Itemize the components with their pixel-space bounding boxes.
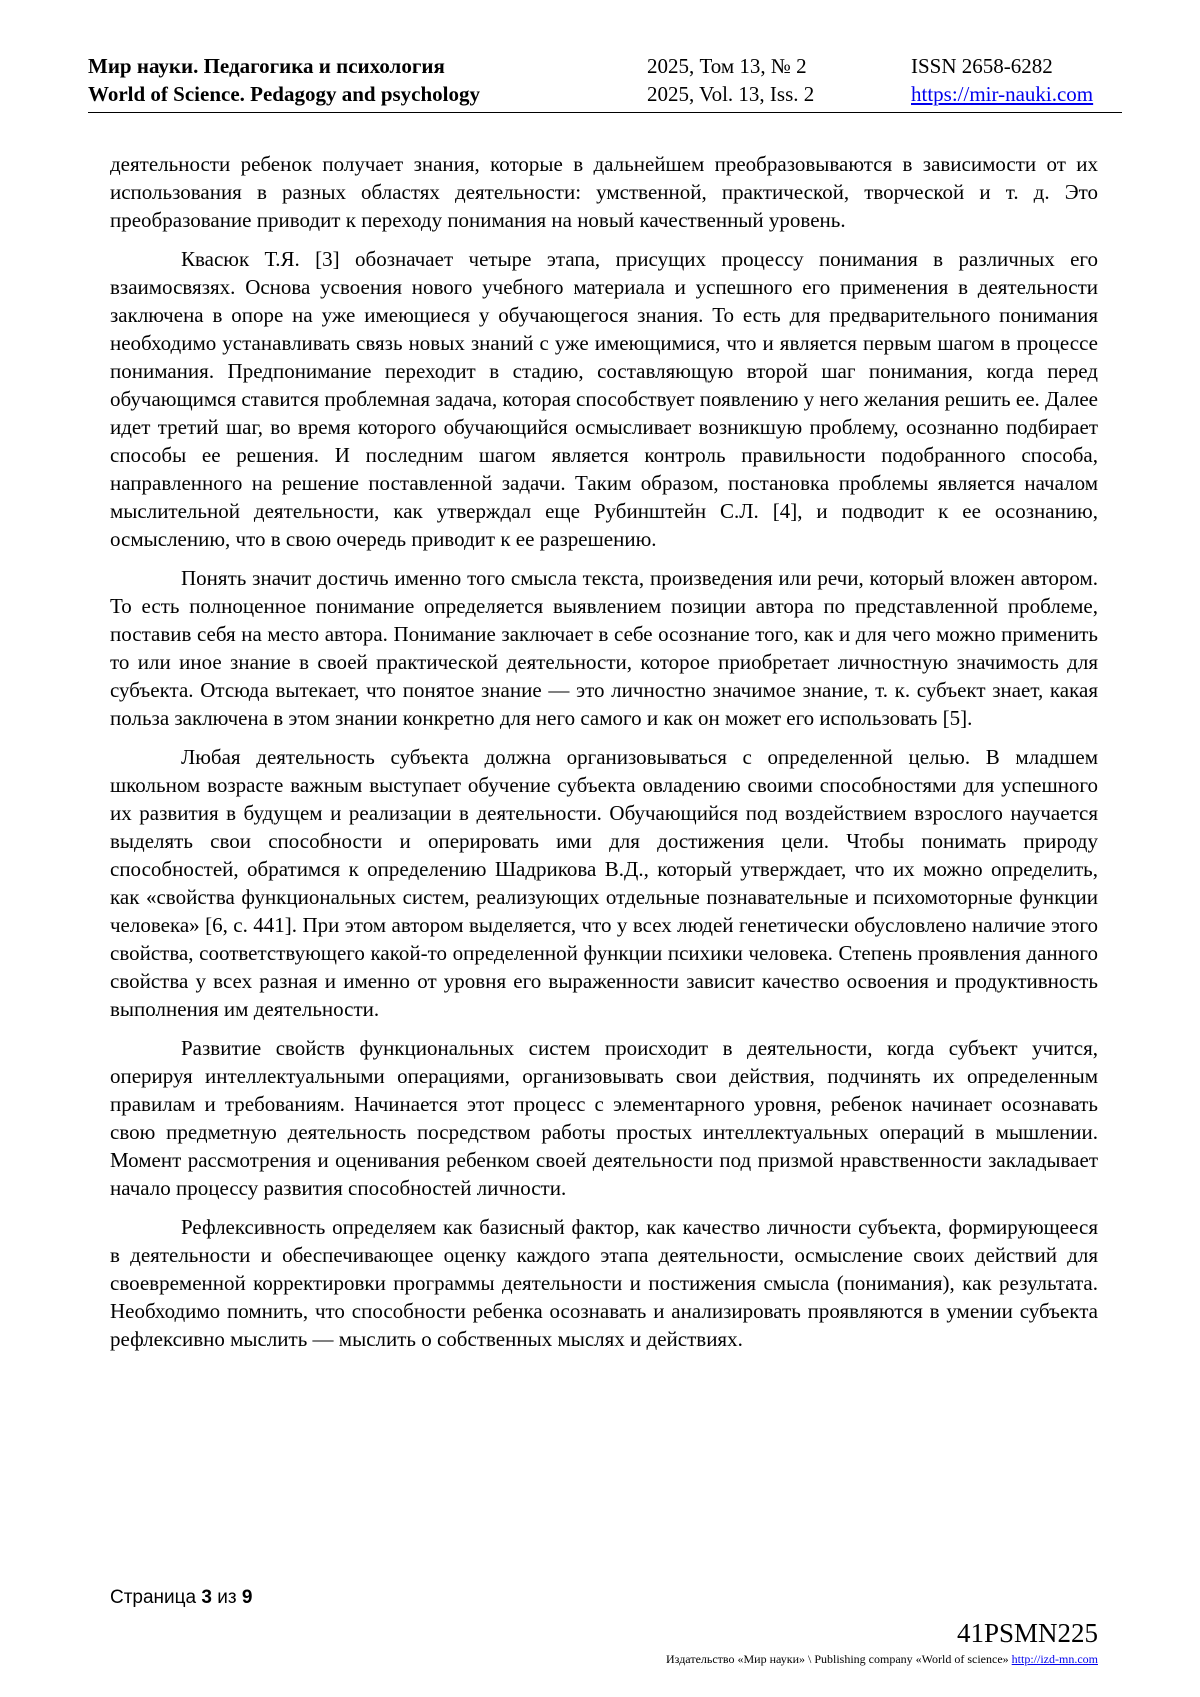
journal-title-ru: Мир науки. Педагогика и психология (88, 54, 445, 78)
article-code: 41PSMN225 (956, 1618, 1098, 1648)
issue-ru: 2025, Том 13, № 2 (647, 54, 807, 78)
paragraph: деятельности ребенок получает знания, которые в дальнейшем преобразовываются в зависимости от их использования в разных областях деятельности: умственной, практической, творческой и т. д. Это преобразование приводит к переходу понимания на новый качественный уровень. (110, 152, 1098, 232)
journal-url-link[interactable]: https://mir-nauki.com (911, 82, 1094, 106)
paragraph: Любая деятельность субъекта должна организовываться с определенной целью. В младшем школьном возрасте важным выступает обучение субъекта овладению своими способностями для успешного их развития в будущем и реализации в деятельности. Обучающийся под воздействием взрослого научается выделять свои способности и оперировать ими для достижения цели. Чтобы понимать природу способностей, обратимся к определению Шадрикова В.Д., который утверждает, что их можно определить, как «свойства функциональных систем, реализующих отдельные познавательные и психомоторные функции человека» [6, с. 441]. При этом автором выделяется, что у всех людей генетически обусловлено наличие этого свойства, соответствующего какой-то определенной функции психики человека. Степень проявления данного свойства у всех разная и именно от уровня его выраженности зависит качество освоения и продуктивность выполнения им деятельности. (110, 745, 1098, 1021)
publisher-text: Издательство «Мир науки» \ Publishing company «World of science» (666, 1652, 1009, 1666)
publisher-url-link[interactable]: http://izd-mn.com (1011, 1652, 1098, 1666)
article-body (110, 150, 1098, 1364)
page-current: 3 (201, 1587, 212, 1608)
journal-title-en: World of Science. Pedagogy and psychology (88, 82, 481, 106)
journal-title (88, 52, 480, 108)
paragraph: Квасюк Т.Я. [3] обозначает четыре этапа, присущих процессу понимания в различных его взаимосвязях. Основа усвоения нового учебного материала и успешного его применения в деятельности заключена в опоре на уже имеющиеся у обучающегося знания. То есть для предварительного понимания необходимо устанавливать связь новых знаний с уже имеющимися, что и является первым шагом в процессе понимания. Предпонимание переходит в стадию, составляющую второй шаг понимания, когда перед обучающимся ставится проблемная задача, которая способствует появлению у него желания решить ее. Далее идет третий шаг, во время которого обучающийся осмысливает возникшую проблему, осознанно подбирает способы ее решения. И последним шагом является контроль правильности подобранного способа, направленного на решение поставленной задачи. Таким образом, постановка проблемы является началом мыслительной деятельности, как утверждал еще Рубинштейн С.Л. [4], и подводит к ее осознанию, осмыслению, что в свою очередь приводит к ее разрешению. (110, 247, 1098, 551)
issn: ISSN 2658-6282 (911, 54, 1053, 78)
publisher-line (666, 1651, 1098, 1667)
issue-en: 2025, Vol. 13, Iss. 2 (647, 82, 815, 106)
page-number (110, 1586, 252, 1610)
page-of: из (217, 1587, 237, 1608)
page-header (88, 52, 1122, 113)
page-total: 9 (241, 1587, 253, 1608)
issue-info (647, 52, 814, 108)
paragraph: Понять значит достичь именно того смысла текста, произведения или речи, который вложен автором. То есть полноценное понимание определяется выявлением позиции автора по представленной проблеме, поставив себя на место автора. Понимание заключает в себе осознание того, как и для чего можно применить то или иное знание в своей практической деятельности, которое приобретает личностную значимость для субъекта. Отсюда вытекает, что понятое знание — это личностно значимое знание, т. к. субъект знает, какая польза заключена в этом знании конкретно для него самого и как он может его использовать [5]. (110, 566, 1098, 730)
paragraph: Рефлексивность определяем как базисный фактор, как качество личности субъекта, формирующееся в деятельности и обеспечивающее оценку каждого этапа деятельности, осмысление своих действий для своевременной корректировки программы деятельности и постижения смысла (понимания), как результата. Необходимо помнить, что способности ребенка осознавать и анализировать проявляются в умении субъекта рефлексивно мыслить — мыслить о собственных мыслях и действиях. (110, 1215, 1098, 1351)
paragraph: Развитие свойств функциональных систем происходит в деятельности, когда субъект учится, оперируя интеллектуальными операциями, организовывать свои действия, подчинять их определенным правилам и требованиям. Начинается этот процесс с элементарного уровня, ребенок начинает осознавать свою предметную деятельность посредством работы простых интеллектуальных операций в мышлении. Момент рассмотрения и оценивания ребенком своей деятельности под призмой нравственности закладывает начало процессу развития способностей личности. (110, 1036, 1098, 1200)
page-label: Страница (110, 1587, 197, 1608)
journal-identifiers (911, 52, 1093, 108)
